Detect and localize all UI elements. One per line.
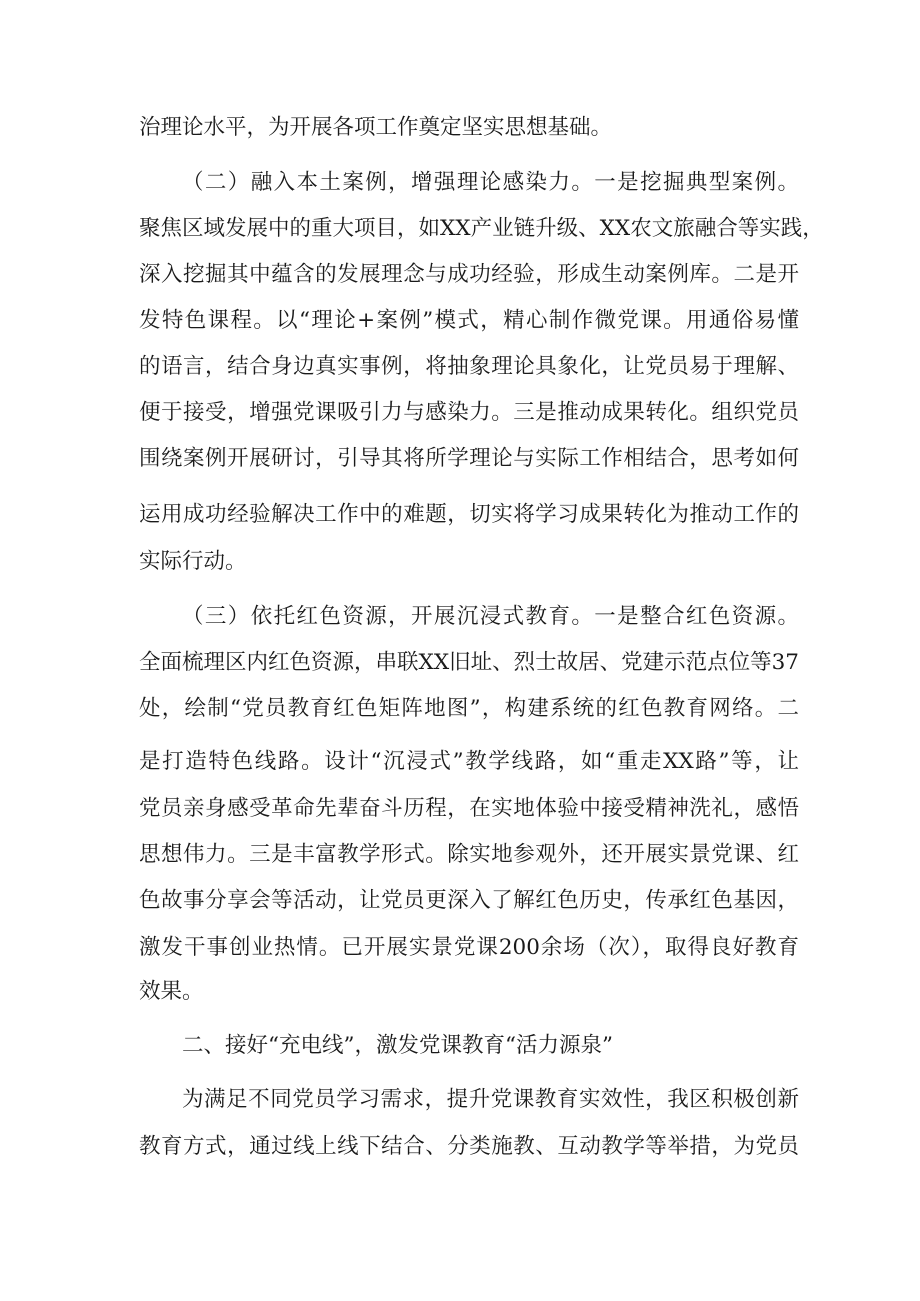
paragraph-4-line-2: 教育方式，通过线上线下结合、分类施教、互动教学等举措，为党员 — [139, 1134, 799, 1159]
paragraph-2-line-3: 深入挖掘其中蕴含的发展理念与成功经验，形成生动案例库。二是开 — [139, 262, 799, 287]
paragraph-2-line-7: 围绕案例开展研讨，引导其将所学理论与实际工作相结合，思考如何 — [139, 446, 799, 471]
paragraph-1-line-1: 治理论水平，为开展各项工作奠定坚实思想基础。 — [139, 115, 613, 140]
paragraph-2-line-5: 的语言，结合身边真实事例，将抽象理论具象化，让党员易于理解、 — [139, 354, 799, 379]
paragraph-4-line-1: 为满足不同党员学习需求，提升党课教育实效性，我区积极创新 — [182, 1087, 799, 1112]
paragraph-2-line-2: 聚焦区域发展中的重大项目，如XX产业链升级、XX农文旅融合等实践， — [139, 216, 824, 241]
paragraph-3-line-9: 效果。 — [139, 979, 204, 1004]
paragraph-3-line-3: 处，绘制“党员教育红色矩阵地图”，构建系统的红色教育网络。二 — [139, 696, 799, 721]
paragraph-3-line-1: （三）依托红色资源，开展沉浸式教育。一是整合红色资源。 — [182, 604, 799, 629]
paragraph-3-line-5: 党员亲身感受革命先辈奋斗历程，在实地体验中接受精神洗礼，感悟 — [139, 796, 799, 821]
paragraph-3-line-6: 思想伟力。三是丰富教学形式。除实地参观外，还开展实景党课、红 — [139, 842, 799, 867]
paragraph-3-line-7: 色故事分享会等活动，让党员更深入了解红色历史，传承红色基因， — [139, 888, 799, 913]
paragraph-3-line-4: 是打造特色线路。设计“沉浸式”教学线路，如“重走XX路”等，让 — [139, 749, 799, 774]
paragraph-3-line-2: 全面梳理区内红色资源，串联XX旧址、烈士故居、党建示范点位等37 — [139, 650, 799, 675]
paragraph-2-line-1: （二）融入本土案例，增强理论感染力。一是挖掘典型案例。 — [182, 170, 799, 195]
paragraph-3-line-8: 激发干事创业热情。已开展实景党课200余场（次），取得良好教育 — [139, 935, 799, 960]
paragraph-2-line-9: 实际行动。 — [139, 549, 247, 574]
section-heading-2: 二、接好“充电线”，激发党课教育“活力源泉” — [182, 1033, 613, 1058]
paragraph-2-line-8: 运用成功经验解决工作中的难题，切实将学习成果转化为推动工作的 — [139, 502, 799, 527]
paragraph-2-line-4: 发特色课程。以“理论+案例”模式，精心制作微党课。用通俗易懂 — [139, 308, 799, 333]
paragraph-2-line-6: 便于接受，增强党课吸引力与感染力。三是推动成果转化。组织党员 — [139, 400, 799, 425]
